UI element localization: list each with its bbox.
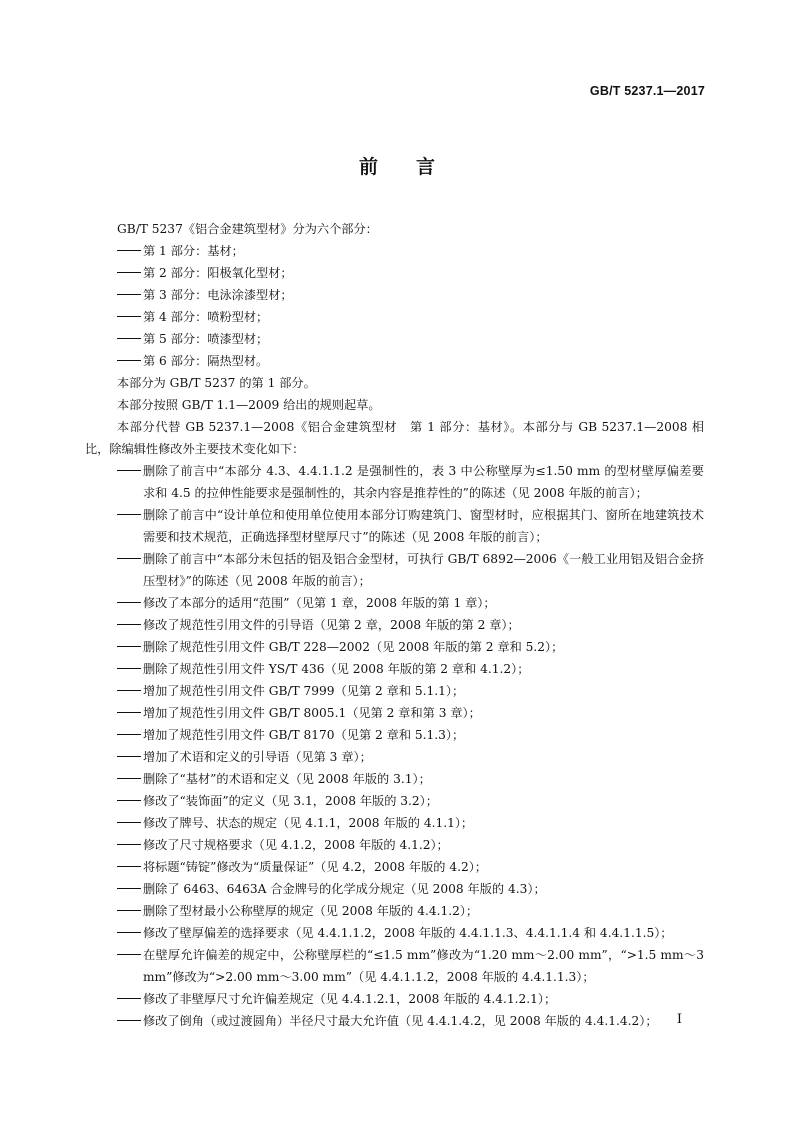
dash-mark xyxy=(117,284,143,306)
dash-mark xyxy=(117,988,143,1010)
change-item: 修改了壁厚偏差的选择要求（见 4.4.1.1.2，2008 年版的 4.4.1.1.3、4.4.1.1.4 和 4.4.1.1.5）； xyxy=(117,922,704,944)
dash-mark xyxy=(117,680,143,702)
change-item: 删除了前言中“本部分未包括的铝及铝合金型材，可执行 GB/T 6892—2006《一般工业用铝及铝合金挤压型材》”的陈述（见 2008 年版的前言）； xyxy=(117,548,704,592)
change-item: 修改了“装饰面”的定义（见 3.1，2008 年版的 3.2）； xyxy=(117,790,704,812)
foreword-body xyxy=(85,218,704,1032)
dash-mark xyxy=(117,944,143,988)
change-item: 增加了术语和定义的引导语（见第 3 章）； xyxy=(117,746,704,768)
dash-mark xyxy=(117,240,143,262)
dash-mark xyxy=(117,548,143,592)
dash-mark xyxy=(117,614,143,636)
dash-mark xyxy=(117,306,143,328)
change-item: 删除了“基材”的术语和定义（见 2008 年版的 3.1）； xyxy=(117,768,704,790)
change-item: 增加了规范性引用文件 GB/T 7999（见第 2 章和 5.1.1）； xyxy=(117,680,704,702)
dash-mark xyxy=(117,856,143,878)
standard-code: GB/T 5237.1—2017 xyxy=(589,84,705,98)
dash-mark xyxy=(117,812,143,834)
dash-mark xyxy=(117,724,143,746)
part-item: 第 4 部分：喷粉型材； xyxy=(117,306,704,328)
dash-mark xyxy=(117,702,143,724)
dash-mark xyxy=(117,834,143,856)
series-statement: GB/T 5237《铝合金建筑型材》分为六个部分： xyxy=(117,222,378,236)
change-item: 删除了前言中“本部分 4.3、4.4.1.1.2 是强制性的，表 3 中公称壁厚为≤1.50 mm 的型材壁厚偏差要求和 4.5 的拉伸性能要求是强制性的，其余内容是推荐性的”的陈述（见 2008 年版的前言）； xyxy=(117,460,704,504)
change-item: 修改了非壁厚尺寸允许偏差规定（见 4.4.1.2.1，2008 年版的 4.4.1.2.1）； xyxy=(117,988,704,1010)
part-item: 第 5 部分：喷漆型材； xyxy=(117,328,704,350)
dash-mark xyxy=(117,768,143,790)
change-item: 修改了尺寸规格要求（见 4.1.2，2008 年版的 4.1.2）； xyxy=(117,834,704,856)
dash-mark xyxy=(117,922,143,944)
change-item: 增加了规范性引用文件 GB/T 8005.1（见第 2 章和第 3 章）； xyxy=(117,702,704,724)
change-item: 在壁厚允许偏差的规定中，公称壁厚栏的“≤1.5 mm”修改为“1.20 mm～2.00 mm”，“>1.5 mm～3 mm”修改为“>2.00 mm～3.00 mm”（见 4.4.1.1.2，2008 年版的 4.4.1.1.3）； xyxy=(117,944,704,988)
part-item: 第 2 部分：阳极氧化型材； xyxy=(117,262,704,284)
change-item: 删除了规范性引用文件 YS/T 436（见 2008 年版的第 2 章和 4.1.2）； xyxy=(117,658,704,680)
this-part-statement: 本部分为 GB/T 5237 的第 1 部分。 xyxy=(117,376,316,390)
dash-mark xyxy=(117,790,143,812)
change-item: 将标题“铸锭”修改为“质量保证”（见 4.2，2008 年版的 4.2）； xyxy=(117,856,704,878)
dash-mark xyxy=(117,636,143,658)
change-item: 删除了型材最小公称壁厚的规定（见 2008 年版的 4.4.1.2）； xyxy=(117,900,704,922)
dash-mark xyxy=(117,460,143,504)
dash-mark xyxy=(117,504,143,548)
change-item: 删除了前言中“设计单位和使用单位使用本部分订购建筑门、窗型材时，应根据其门、窗所在地建筑技术需要和技术规范，正确选择型材壁厚尺寸”的陈述（见 2008 年版的前言）； xyxy=(117,504,704,548)
part-item: 第 3 部分：电泳涂漆型材； xyxy=(117,284,704,306)
change-item: 增加了规范性引用文件 GB/T 8170（见第 2 章和 5.1.3）； xyxy=(117,724,704,746)
dash-mark xyxy=(117,1010,143,1032)
dash-mark xyxy=(117,900,143,922)
change-item: 删除了 6463、6463A 合金牌号的化学成分规定（见 2008 年版的 4.3）； xyxy=(117,878,704,900)
page-title: 前言 xyxy=(358,156,473,178)
dash-mark xyxy=(117,878,143,900)
part-item: 第 6 部分：隔热型材。 xyxy=(117,350,704,372)
dash-mark xyxy=(117,658,143,680)
change-item: 修改了规范性引用文件的引导语（见第 2 章，2008 年版的第 2 章）； xyxy=(117,614,704,636)
dash-mark xyxy=(117,328,143,350)
dash-mark xyxy=(117,350,143,372)
drafting-statement: 本部分按照 GB/T 1.1—2009 给出的规则起草。 xyxy=(117,398,381,412)
replaces-statement: 本部分代替 GB 5237.1—2008《铝合金建筑型材 第 1 部分：基材》。本部分与 GB 5237.1—2008 相比，除编辑性修改外主要技术变化如下： xyxy=(85,420,704,456)
part-item: 第 1 部分：基材； xyxy=(117,240,704,262)
dash-mark xyxy=(117,592,143,614)
dash-mark xyxy=(117,262,143,284)
change-item: 修改了倒角（或过渡圆角）半径尺寸最大允许值（见 4.4.1.4.2，见 2008 年版的 4.4.1.4.2）； xyxy=(117,1010,704,1032)
change-item: 修改了牌号、状态的规定（见 4.1.1，2008 年版的 4.1.1）； xyxy=(117,812,704,834)
change-item: 删除了规范性引用文件 GB/T 228—2002（见 2008 年版的第 2 章和 5.2）； xyxy=(117,636,704,658)
dash-mark xyxy=(117,746,143,768)
change-item: 修改了本部分的适用“范围”（见第 1 章，2008 年版的第 1 章）； xyxy=(117,592,704,614)
page-number: I xyxy=(676,1012,682,1027)
